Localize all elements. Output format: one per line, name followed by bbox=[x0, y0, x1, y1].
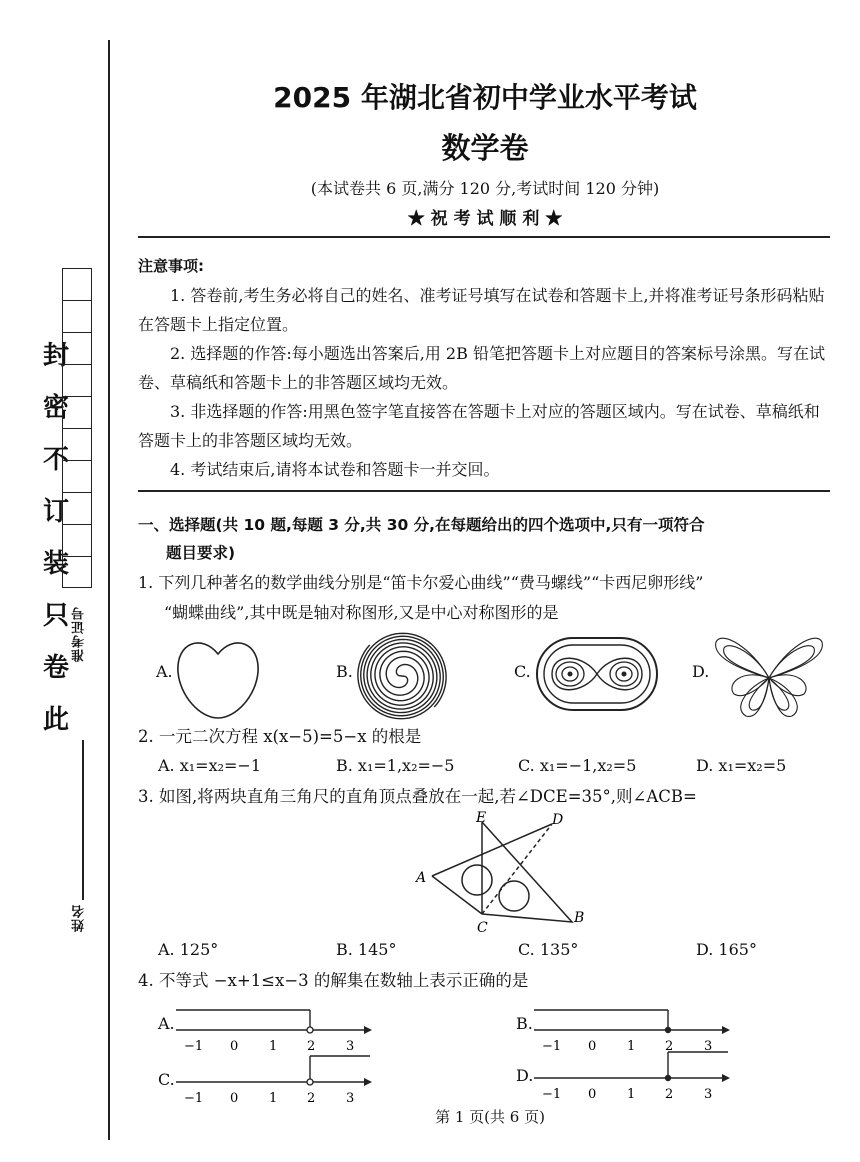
fermat-spiral-figure bbox=[354, 628, 450, 724]
question-3-stem: 3. 如图,将两块直角三角尺的直角顶点叠放在一起,若∠DCE=35°,则∠ACB= bbox=[138, 787, 697, 806]
seal-char: 密 bbox=[42, 393, 69, 423]
tick-label: 2 bbox=[665, 1039, 674, 1054]
q1-option-d-label[interactable]: D. bbox=[692, 662, 710, 681]
number-line-a bbox=[174, 1004, 374, 1056]
tick-label: 2 bbox=[307, 1091, 316, 1106]
question-2-stem: 2. 一元二次方程 x(x−5)=5−x 的根是 bbox=[138, 727, 422, 746]
notice-section bbox=[138, 252, 830, 484]
name-label: 姓名 bbox=[72, 904, 87, 932]
number-line-c bbox=[174, 1052, 374, 1108]
name-line[interactable] bbox=[82, 740, 84, 900]
point-c-label: C bbox=[477, 920, 488, 934]
page-footer: 第 1 页(共 6 页) bbox=[435, 1108, 545, 1126]
q2-option-c[interactable]: C. x₁=−1,x₂=5 bbox=[518, 756, 637, 775]
notice-item: 4. 考试结束后,请将本试卷和答题卡一并交回。 bbox=[170, 460, 500, 479]
divider bbox=[138, 236, 830, 238]
seal-char: 卷 bbox=[42, 653, 69, 683]
q3-option-d[interactable]: D. 165° bbox=[696, 940, 757, 959]
question-1-stem: 1. 下列几种著名的数学曲线分别是“笛卡尔爱心曲线”“费马螺线”“卡西尼卵形线” bbox=[138, 573, 704, 592]
tick-label: 0 bbox=[588, 1039, 597, 1054]
q1-option-a-label[interactable]: A. bbox=[156, 662, 173, 681]
seal-char: 装 bbox=[42, 549, 69, 579]
point-b-label: B bbox=[574, 910, 585, 926]
section-heading: 一、选择题(共 10 题,每题 3 分,共 30 分,在每题给出的四个选项中,只有一项符合 bbox=[138, 516, 705, 534]
seal-char: 封 bbox=[42, 341, 69, 371]
exam-id-label: 准考证号 bbox=[72, 606, 87, 662]
q3-option-a[interactable]: A. 125° bbox=[158, 940, 219, 959]
notice-item: 1. 答卷前,考生务必将自己的姓名、准考证号填写在试卷和答题卡上,并将准考证号条形码粘贴在答题卡上指定位置。 bbox=[138, 286, 825, 334]
notice-heading: 注意事项: bbox=[138, 257, 204, 275]
exam-info: (本试卷共 6 页,满分 120 分,考试时间 120 分钟) bbox=[310, 179, 660, 198]
tick-label: 0 bbox=[230, 1039, 239, 1054]
triangles-figure bbox=[410, 810, 600, 934]
tick-label: −1 bbox=[184, 1039, 204, 1054]
q3-option-b[interactable]: B. 145° bbox=[336, 940, 397, 959]
tick-label: 1 bbox=[269, 1091, 278, 1106]
tick-label: 0 bbox=[588, 1087, 597, 1102]
tick-label: 1 bbox=[627, 1039, 636, 1054]
divider bbox=[138, 490, 830, 492]
q2-option-a[interactable]: A. x₁=x₂=−1 bbox=[158, 756, 261, 775]
number-line-d bbox=[532, 1048, 732, 1104]
butterfly-curve-figure bbox=[712, 628, 826, 724]
tick-label: 3 bbox=[704, 1039, 713, 1054]
q1-option-c-label[interactable]: C. bbox=[514, 662, 531, 681]
point-e-label: E bbox=[476, 810, 487, 826]
tick-label: 0 bbox=[230, 1091, 239, 1106]
tick-label: −1 bbox=[542, 1039, 562, 1054]
exam-subtitle: 数学卷 bbox=[441, 131, 529, 165]
tick-label: 1 bbox=[627, 1087, 636, 1102]
exam-title: 2025 年湖北省初中学业水平考试 bbox=[273, 81, 697, 114]
point-a-label: A bbox=[416, 870, 427, 886]
tick-label: 2 bbox=[665, 1087, 674, 1102]
q4-option-b-label[interactable]: B. bbox=[516, 1014, 533, 1033]
seal-char: 此 bbox=[42, 705, 69, 735]
q4-option-d-label[interactable]: D. bbox=[516, 1066, 534, 1085]
tick-label: 3 bbox=[346, 1091, 355, 1106]
point-d-label: D bbox=[552, 812, 564, 828]
question-4-stem: 4. 不等式 −x+1≤x−3 的解集在数轴上表示正确的是 bbox=[138, 971, 529, 990]
seal-char: 不 bbox=[42, 445, 69, 475]
tick-label: 3 bbox=[704, 1087, 713, 1102]
q2-option-b[interactable]: B. x₁=1,x₂=−5 bbox=[336, 756, 455, 775]
cardioid-curve-figure bbox=[172, 632, 264, 724]
tick-label: −1 bbox=[542, 1087, 562, 1102]
exam-id-boxes[interactable] bbox=[62, 268, 92, 588]
notice-item: 2. 选择题的作答:每小题选出答案后,用 2B 铅笔把答题卡上对应题目的答案标号涂黑。写在试卷、草稿纸和答题卡上的非答题区域均无效。 bbox=[138, 344, 825, 392]
tick-label: 1 bbox=[269, 1039, 278, 1054]
section-heading-cont: 题目要求) bbox=[166, 544, 236, 562]
tick-label: 3 bbox=[346, 1039, 355, 1054]
q1-option-b-label[interactable]: B. bbox=[336, 662, 353, 681]
notice-item: 3. 非选择题的作答:用黑色签字笔直接答在答题卡上对应的答题区域内。写在试卷、草稿纸和答题卡上的非答题区域均无效。 bbox=[138, 402, 820, 450]
seal-char: 订 bbox=[42, 497, 69, 527]
binding-line bbox=[108, 40, 110, 1140]
cassini-oval-figure bbox=[534, 634, 660, 714]
q3-option-c[interactable]: C. 135° bbox=[518, 940, 579, 959]
q4-option-c-label[interactable]: C. bbox=[158, 1070, 175, 1089]
q2-option-d[interactable]: D. x₁=x₂=5 bbox=[696, 756, 787, 775]
q4-option-a-label[interactable]: A. bbox=[158, 1014, 175, 1033]
tick-label: −1 bbox=[184, 1091, 204, 1106]
tick-label: 2 bbox=[307, 1039, 316, 1054]
question-1-stem-cont: “蝴蝶曲线”,其中既是轴对称图形,又是中心对称图形的是 bbox=[164, 603, 559, 622]
seal-char: 只 bbox=[42, 601, 69, 631]
good-luck-banner: ★ 祝 考 试 顺 利 ★ bbox=[407, 209, 563, 229]
